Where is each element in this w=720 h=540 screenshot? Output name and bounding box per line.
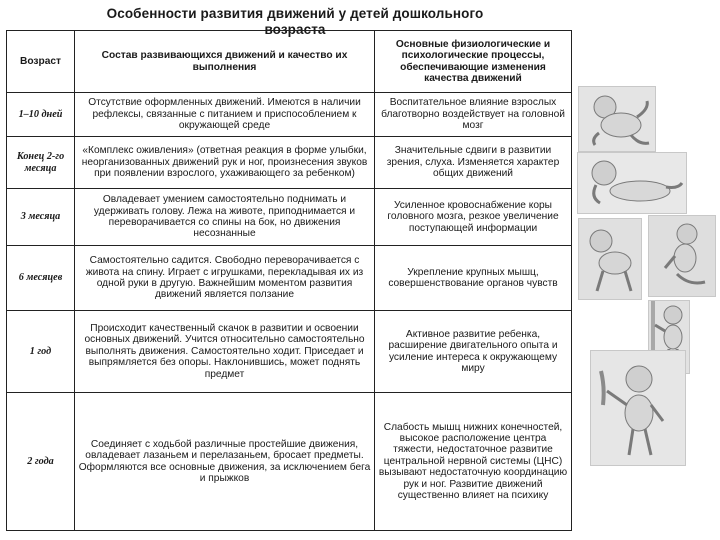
- movements-cell: Отсутствие оформленных движений. Имеются в наличии рефлексы, связанные с питанием и приспособлением к окружающей среде: [75, 93, 375, 137]
- table-row: [7, 246, 572, 311]
- page-title: Особенности развития движений у детей дошкольного возраста: [106, 6, 484, 37]
- movements-cell: Соединяет с ходьбой различные простейшие движения, овладевает лазаньем и перелазаньем, бросает предметы. Оформляются все основные движения, за исключением бега и прыжков: [75, 393, 375, 531]
- baby-walking-photo: [590, 350, 686, 466]
- age-cell: 1–10 дней: [7, 93, 75, 137]
- movements-cell: «Комплекс оживления» (ответная реакция в форме улыбки, неорганизованных движений рук и ног, произнесения звуков при появлении взрослого, ухаживающего за ребенком): [75, 137, 375, 189]
- factors-cell: Укрепление крупных мышц, совершенствование органов чувств: [375, 246, 572, 311]
- header-age: Возраст: [7, 31, 75, 93]
- movements-cell: Происходит качественный скачок в развитии и освоении основных движений. Учится относительно самостоятельно выполнять движения. Самостоятельно ходит. Приседает и выпрямляется без опоры. Наклонившись, может поднять предмет: [75, 311, 375, 393]
- table-row: [7, 311, 572, 393]
- factors-cell: Слабость мышц нижних конечностей, высокое расположение центра тяжести, недостаточное развитие центральной нервной системы (ЦНС) вызывают недостаточную координацию рук и ног. Развитие движений существенно влияет на психику: [375, 393, 572, 531]
- header-factors: Основные физиологические и психологические процессы, обеспечивающие изменения качества движений: [375, 31, 572, 93]
- age-cell: 2 года: [7, 393, 75, 531]
- development-table: [6, 30, 572, 531]
- table-row: [7, 393, 572, 531]
- age-cell: 1 год: [7, 311, 75, 393]
- age-cell: Конец 2-го месяца: [7, 137, 75, 189]
- table-row: [7, 189, 572, 246]
- factors-cell: Значительные сдвиги в развитии зрения, слуха. Изменяется характер общих движений: [375, 137, 572, 189]
- baby-crawling-photo: [578, 218, 642, 300]
- factors-cell: Воспитательное влияние взрослых благотворно воздействует на головной мозг: [375, 93, 572, 137]
- movements-cell: Овладевает умением самостоятельно поднимать и удерживать голову. Лежа на животе, приподнимается и переворачивается со спины на бок, но движения несознанные: [75, 189, 375, 246]
- age-cell: 6 месяцев: [7, 246, 75, 311]
- baby-walking-figure: [591, 351, 685, 465]
- baby-prone-figure: [578, 153, 686, 213]
- baby-crawling-figure: [579, 219, 641, 299]
- baby-lying-back-photo: [578, 86, 656, 152]
- table-header-row: [7, 31, 572, 93]
- header-movements: Состав развивающихся движений и качество их выполнения: [75, 31, 375, 93]
- factors-cell: Усиленное кровоснабжение коры головного мозга, резкое увеличение поступающей информации: [375, 189, 572, 246]
- table-row: [7, 137, 572, 189]
- factors-cell: Активное развитие ребенка, расширение двигательного опыта и усиление интереса к окружающему миру: [375, 311, 572, 393]
- age-cell: 3 месяца: [7, 189, 75, 246]
- baby-prone-head-up-photo: [577, 152, 687, 214]
- baby-lying-back-figure: [579, 87, 655, 151]
- movements-cell: Самостоятельно садится. Свободно переворачивается с живота на спину. Играет с игрушками, перекладывая их из одной руки в другую. Важнейшим моментом развития движений является ползание: [75, 246, 375, 311]
- baby-sitting-photo: [648, 215, 716, 297]
- baby-sitting-figure: [649, 216, 715, 296]
- table-row: [7, 93, 572, 137]
